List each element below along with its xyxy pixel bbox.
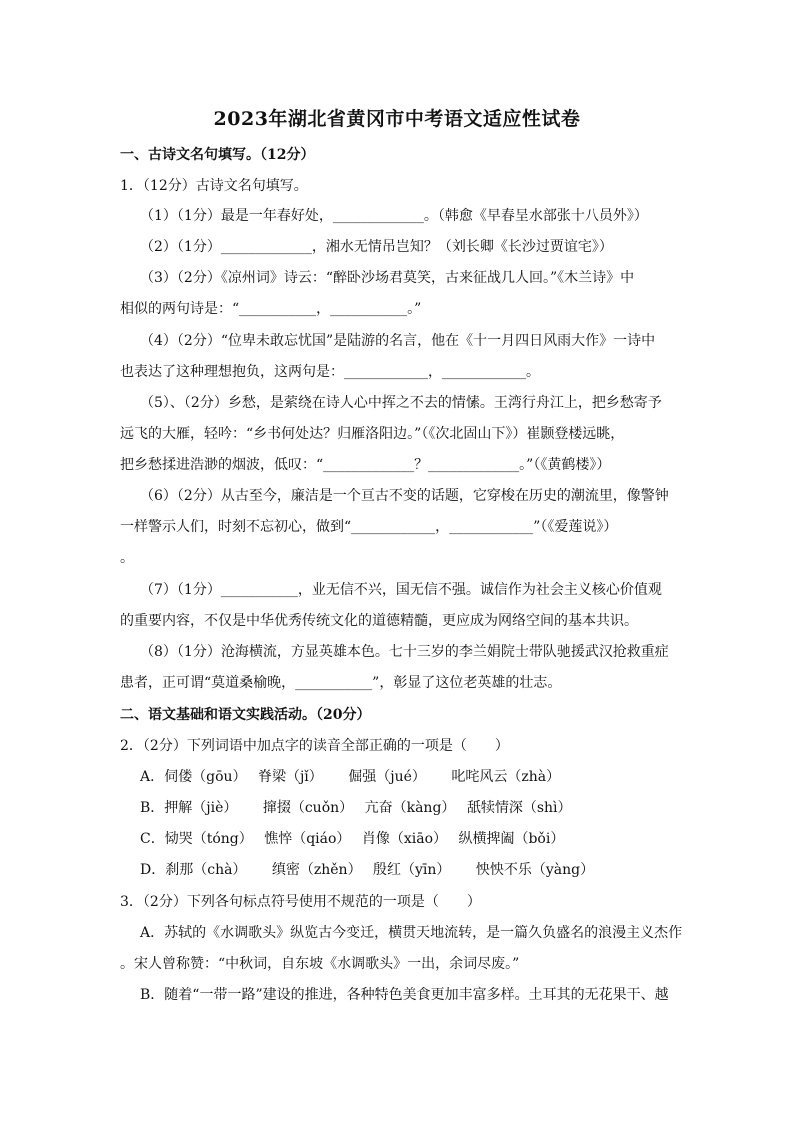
q3-option-a: A．苏轼的《水调歌头》纵览古今变迁，横贯天地流转，是一篇久负盛名的浪漫主义杰作 [140,925,683,941]
q1-item-1: （1）（1分）最是一年春好处，_____________。（韩愈《早春呈水部张十八员外》） [140,208,648,224]
q1-item-2: （2）（1分）_____________，湘水无情吊岂知？（刘长卿《长沙过贾谊宅》） [140,239,613,255]
q1-item-6-end: 。 [120,550,134,566]
q1-item-3-cont: 相似的两句诗是：“___________，___________。” [120,301,422,317]
q1-item-5-cont-2: 把乡愁揉进浩渺的烟波，低叹：“_____________？_____________。”（《黄鹤楼》） [120,457,611,473]
q1-item-5: （5）、（2分）乡愁，是萦绕在诗人心中挥之不去的情愫。王湾行舟江上，把乡愁寄予 [140,395,662,411]
q1-item-7: （7）（1分）___________，业无信不兴，国无信不强。诚信作为社会主义核心价值观 [140,582,662,598]
q2-option-b: B．押解（jiè） 撺掇（cuǒn） 亢奋（kàng） 舐犊情深（shì） [140,800,572,816]
q1-item-3: （3）（2分）《凉州词》诗云：“醉卧沙场君莫笑，古来征战几人回。”《木兰诗》中 [140,270,635,286]
q2-option-a: A．伺偻（gōu） 脊梁（jǐ） 倔强（jué） 叱咤风云（zhà） [140,769,561,785]
q1-item-6: （6）（2分）从古至今，廉洁是一个亘古不变的话题，它穿梭在历史的潮流里，像警钟 [140,488,669,504]
q1-item-6-cont: 一样警示人们，时刻不忘初心，做到“____________，____________”（《爱莲说》） [120,519,618,535]
q1-item-4: （4）（2分）“位卑未敢忘忧国”是陆游的名言，他在《十一月四日风雨大作》一诗中 [140,333,656,349]
q1-item-8-cont: 患者，正可谓“莫道桑榆晚，___________”，彰显了这位老英雄的壮志。 [120,675,562,691]
q2-option-c: C．恸哭（tóng） 憔悴（qiáo） 肖像（xiāo） 纵横捭阖（bǒi） [140,831,565,847]
q2-option-d: D．刹那（chà） 缜密（zhěn） 殷红（yīn） 怏怏不乐（yàng） [140,862,595,878]
q1-item-7-cont: 的重要内容，不仅是中华优秀传统文化的道德精髓，更应成为网络空间的基本共识。 [120,613,638,629]
question-3-stem: 3．（2分）下列各句标点符号使用不规范的一项是（ ） [120,894,481,910]
q1-item-8: （8）（1分）沧海横流，方显英雄本色。七十三岁的李兰娟院士带队驰援武汉抢救重症 [140,644,669,660]
question-2-stem: 2．（2分）下列词语中加点字的读音全部正确的一项是（ ） [120,738,509,754]
question-1-stem: 1．（12分）古诗文名句填写。 [120,178,308,194]
section1-heading: 一、古诗文名句填写。（12分） [120,147,315,163]
section2-heading: 二、语文基础和语文实践活动。（20分） [120,707,371,723]
q3-option-a-cont: 。宋人曾称赞：“中秋词，自东坡《水调歌头》一出，余词尽废。” [120,956,520,972]
q1-item-5-cont-1: 远飞的大雁，轻吟：“乡书何处达？归雁洛阳边。”（《次北固山下》）崔颢登楼远眺， [120,426,625,442]
page-title: 2023年湖北省黄冈市中考语文适应性试卷 [213,108,581,130]
q1-item-4-cont: 也表达了这种理想抱负，这两句是：____________，____________。 [120,364,540,380]
q3-option-b: B．随着“一带一路”建设的推进，各种特色美食更加丰富多样。土耳其的无花果干、越 [140,987,669,1003]
